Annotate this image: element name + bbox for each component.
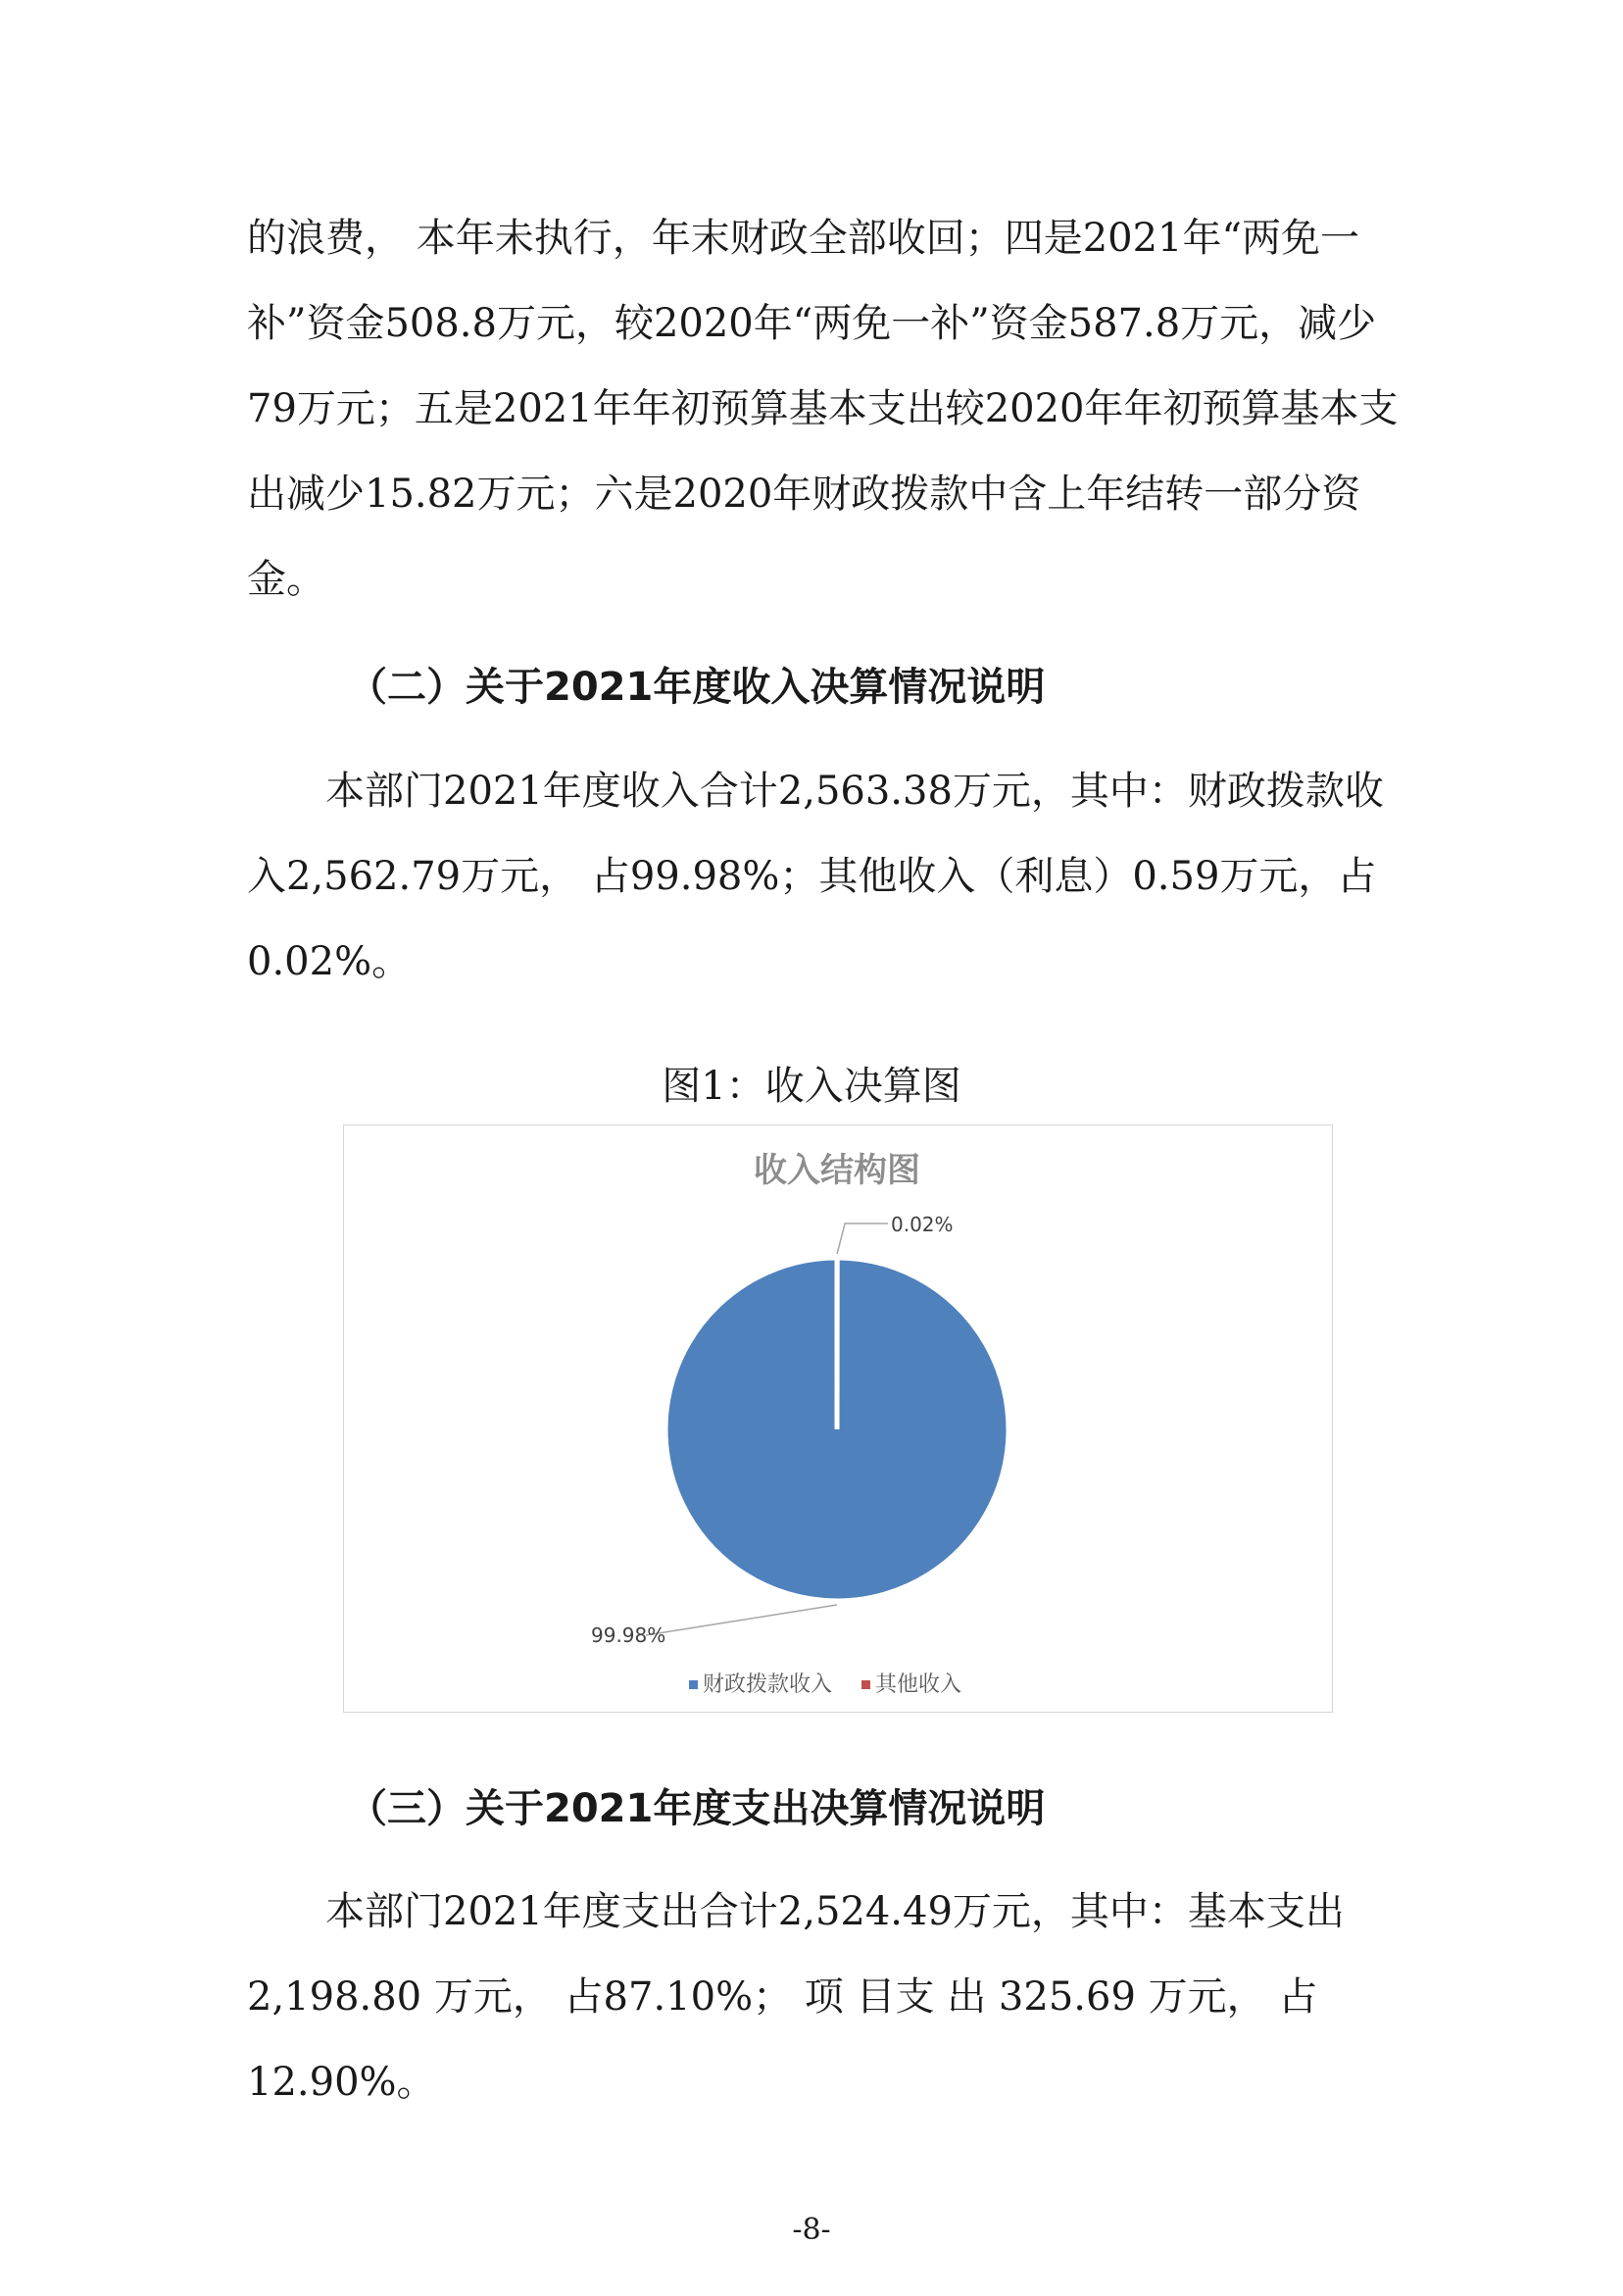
paragraph-income-summary: 本部门2021年度收入合计2,563.38万元，其中：财政拨款收入2,562.79万元， 占99.98%；其他收入（利息）0.59万元，占0.02%。 <box>247 769 1384 984</box>
section-heading-income: （二）关于2021年度收入决算情况说明 <box>348 665 1046 710</box>
leader-line-other <box>837 1223 888 1254</box>
legend-label-fiscal: 财政拨款收入 <box>703 1672 833 1697</box>
leader-line-fiscal <box>646 1605 837 1635</box>
pie-chart-svg <box>344 1125 1331 1711</box>
section-heading-expenditure: （三）关于2021年度支出决算情况说明 <box>348 1786 1046 1831</box>
income-pie-chart <box>343 1124 1333 1713</box>
data-label-other: 0.02% <box>891 1213 954 1236</box>
legend-label-other: 其他收入 <box>875 1672 962 1697</box>
legend-swatch-other <box>861 1680 870 1689</box>
paragraph-funds-comparison: 的浪费， 本年未执行，年末财政全部收回；四是2021年“两免一补”资金508.8万元，较2020年“两免一补”资金587.8万元，减少79万元；五是2021年年初预算基本支出较2020年年初预算基本支出减少15.82万元；六是2020年财政拨款中含上年结转一部分资金。 <box>247 216 1399 602</box>
paragraph-expenditure-summary: 本部门2021年度支出合计2,524.49万元，其中：基本支出2,198.80 万元， 占87.10%； 项 目支 出 325.69 万元， 占12.90%。 <box>247 1889 1345 2105</box>
page-number: -8- <box>792 2213 831 2247</box>
data-label-fiscal: 99.98% <box>591 1623 666 1647</box>
figure-caption: 图1：收入决算图 <box>662 1064 961 1109</box>
legend-swatch-fiscal <box>689 1680 698 1689</box>
chart-title: 收入结构图 <box>754 1151 920 1190</box>
pie-slice-fiscal <box>665 1258 1008 1601</box>
